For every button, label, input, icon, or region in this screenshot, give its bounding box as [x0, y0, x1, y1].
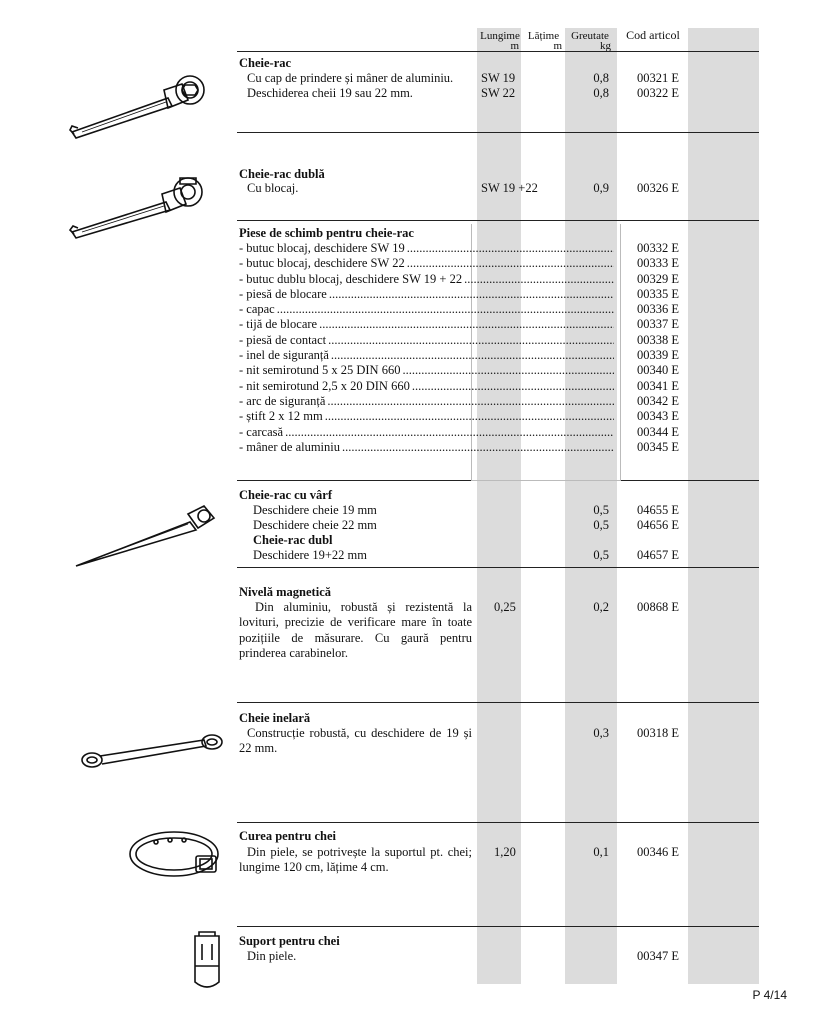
- weight-value: 0,3: [593, 726, 609, 740]
- article-code: 00318 E: [637, 726, 680, 740]
- ratchet-wrench-illustration: [68, 68, 216, 140]
- header-greutate: Greutate kg: [571, 30, 611, 52]
- length-value: 1,20: [494, 845, 516, 859]
- list-item: - butuc dublu blocaj, deschidere SW 19 + 22 .....: [239, 272, 614, 287]
- section-title: Cheie-rac: [239, 56, 292, 70]
- section-title: Suport pentru chei: [239, 934, 340, 948]
- divider: [237, 567, 759, 568]
- divider: [237, 822, 759, 823]
- list-item: - mâner de aluminiu .....: [239, 440, 614, 455]
- column-band-greutate: [565, 28, 617, 984]
- length-value: SW 22: [481, 86, 516, 100]
- article-code: 00332 E: [637, 241, 680, 255]
- description-line: Cu cap de prindere și mâner de aluminiu.: [247, 71, 454, 85]
- description-line: Deschidere 19+22 mm: [253, 548, 367, 562]
- key-holder-illustration: [190, 930, 224, 996]
- description-line: Deschiderea cheii 19 sau 22 mm.: [247, 86, 413, 100]
- article-code: 00321 E: [637, 71, 680, 85]
- length-value: SW 19 +22: [481, 181, 538, 195]
- article-code: 00346 E: [637, 845, 680, 859]
- weight-value: 0,5: [593, 503, 609, 517]
- leather-belt-illustration: [126, 826, 226, 882]
- list-item: - piesă de blocare .....: [239, 287, 614, 302]
- article-code: 00342 E: [637, 393, 680, 408]
- weight-value: 0,9: [593, 181, 609, 195]
- parts-codes: [637, 241, 679, 455]
- section-title: Cheie inelară: [239, 711, 311, 725]
- article-code: 00336 E: [637, 302, 680, 317]
- divider: [237, 220, 759, 221]
- divider: [237, 702, 759, 703]
- divider: [237, 926, 759, 927]
- weight-value: 0,1: [593, 845, 609, 859]
- list-item: - nit semirotund 5 x 25 DIN 660 .....: [239, 363, 614, 378]
- pointed-ratchet-wrench-illustration: [72, 500, 222, 572]
- article-code: 00335 E: [637, 286, 680, 301]
- article-code: 00337 E: [637, 317, 680, 332]
- header-latime: Lățime m: [527, 30, 562, 52]
- list-item: - tijă de blocare .....: [239, 317, 614, 332]
- article-code: 00338 E: [637, 332, 680, 347]
- article-code: 00322 E: [637, 86, 680, 100]
- ring-spanner-illustration: [78, 732, 228, 772]
- description-line: Din piele.: [247, 949, 297, 963]
- list-item: - arc de siguranță .....: [239, 394, 614, 409]
- header-lungime: Lungime m: [480, 30, 520, 52]
- article-code: 00347 E: [637, 949, 680, 963]
- list-item: - piesă de contact .....: [239, 333, 614, 348]
- section-title: Nivelă magnetică: [239, 585, 331, 599]
- article-code: 00326 E: [637, 181, 680, 195]
- weight-value: 0,5: [593, 548, 609, 562]
- header-cod-articol: Cod articol: [626, 28, 680, 42]
- article-code: 00868 E: [637, 600, 680, 614]
- list-item: - carcasă .....: [239, 425, 614, 440]
- weight-value: 0,8: [593, 86, 609, 100]
- article-code: 00340 E: [637, 363, 680, 378]
- weight-value: 0,2: [593, 600, 609, 614]
- length-value: SW 19: [481, 71, 516, 85]
- article-code: 00339 E: [637, 348, 680, 363]
- description-line: Deschidere cheie 19 mm: [253, 503, 377, 517]
- list-item: - știft 2 x 12 mm .....: [239, 409, 614, 424]
- description-paragraph: Din aluminiu, robustă și rezistentă la lovituri, precizie de verificare mare în toate pozițiile de măsurare. Cu gaură pentru prinderea carabinelor.: [239, 600, 472, 660]
- article-code: 00329 E: [637, 271, 680, 286]
- list-item: - nit semirotund 2,5 x 20 DIN 660 .....: [239, 379, 614, 394]
- divider: [237, 51, 759, 52]
- parts-list: [239, 241, 614, 455]
- weight-value: 0,8: [593, 71, 609, 85]
- section-title: Curea pentru chei: [239, 829, 336, 843]
- list-item: - capac .....: [239, 302, 614, 317]
- article-code: 04656 E: [637, 518, 680, 532]
- list-item: - inel de siguranță .....: [239, 348, 614, 363]
- double-ratchet-wrench-illustration: [68, 170, 216, 242]
- section-title: Cheie-rac cu vârf: [239, 488, 333, 502]
- article-code: 04655 E: [637, 503, 680, 517]
- divider: [237, 132, 759, 133]
- description-paragraph: Construcție robustă, cu deschidere de 19 și 22 mm.: [239, 726, 472, 756]
- weight-value: 0,5: [593, 518, 609, 532]
- column-band-extra: [688, 28, 759, 984]
- column-band-lungime: [477, 28, 521, 984]
- section-title: Piese de schimb pentru cheie-rac: [239, 226, 414, 240]
- page-number: P 4/14: [752, 988, 787, 1002]
- article-code: 00345 E: [637, 439, 680, 454]
- list-item: - butuc blocaj, deschidere SW 22 .....: [239, 256, 614, 271]
- list-item: - butuc blocaj, deschidere SW 19 .....: [239, 241, 614, 256]
- section-title: Cheie-rac dublă: [239, 167, 325, 181]
- article-code: 00344 E: [637, 424, 680, 439]
- description-line: Deschidere cheie 22 mm: [253, 518, 377, 532]
- length-value: 0,25: [494, 600, 516, 614]
- description-paragraph: Din piele, se potrivește la suportul pt. chei; lungime 120 cm, lățime 4 cm.: [239, 845, 472, 875]
- article-code: 00333 E: [637, 256, 680, 271]
- article-code: 00341 E: [637, 378, 680, 393]
- subsection-title: Cheie-rac dubl: [253, 533, 333, 547]
- article-code: 00343 E: [637, 409, 680, 424]
- article-code: 04657 E: [637, 548, 680, 562]
- description-line: Cu blocaj.: [247, 181, 299, 195]
